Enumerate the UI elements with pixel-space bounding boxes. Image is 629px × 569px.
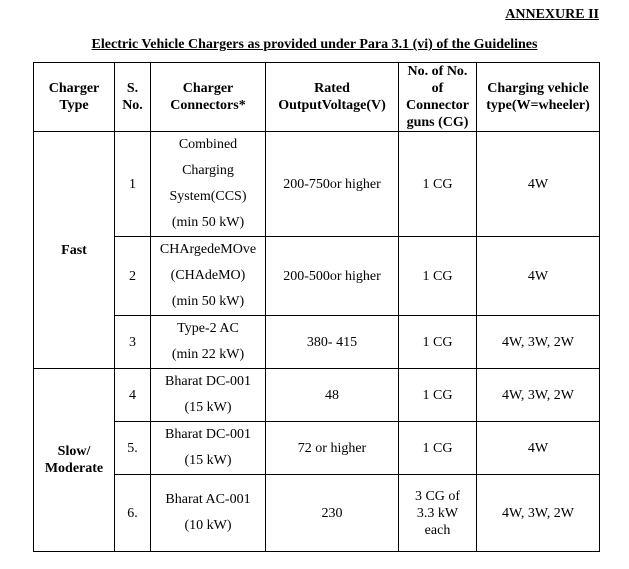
connector-cell: Bharat DC-001 (15 kW): [151, 422, 266, 475]
guns-cell: 1 CG: [399, 132, 477, 237]
guns-cell: 3 CG of 3.3 kW each: [399, 475, 477, 552]
serial-cell: 6.: [115, 475, 151, 552]
connector-cell: Bharat DC-001 (15 kW): [151, 369, 266, 422]
document-title: Electric Vehicle Chargers as provided under Para 3.1 (vi) of the Guidelines: [91, 37, 538, 52]
header-connectors: Charger Connectors*: [151, 63, 266, 132]
voltage-cell: 48: [266, 369, 399, 422]
table-row: [34, 475, 600, 552]
vehicle-cell: 4W: [477, 237, 600, 316]
guns-cell: 1 CG: [399, 237, 477, 316]
header-charger-type: Charger Type: [34, 63, 115, 132]
voltage-cell: 230: [266, 475, 399, 552]
serial-cell: 1: [115, 132, 151, 237]
connector-cell: CHArgedeMOve (CHAdeMO) (min 50 kW): [151, 237, 266, 316]
table-row: [34, 316, 600, 369]
connector-cell: Bharat AC-001 (10 kW): [151, 475, 266, 552]
table-row: [34, 422, 600, 475]
charger-type-slow-moderate: Slow/ Moderate: [34, 369, 115, 552]
header-vehicle-type: Charging vehicle type(W=wheeler): [477, 63, 600, 132]
charger-table: [33, 62, 600, 552]
vehicle-cell: 4W, 3W, 2W: [477, 475, 600, 552]
guns-cell: 1 CG: [399, 369, 477, 422]
serial-cell: 3: [115, 316, 151, 369]
table-row: [34, 369, 600, 422]
guns-cell: 1 CG: [399, 316, 477, 369]
serial-cell: 4: [115, 369, 151, 422]
voltage-cell: 200-500or higher: [266, 237, 399, 316]
header-rated-voltage: Rated OutputVoltage(V): [266, 63, 399, 132]
header-serial-no: S. No.: [115, 63, 151, 132]
voltage-cell: 380- 415: [266, 316, 399, 369]
header-connector-guns: No. of No. of Connector guns (CG): [399, 63, 477, 132]
annexure-label: ANNEXURE II: [505, 7, 599, 22]
table-row: [34, 237, 600, 316]
table-header-row: [34, 63, 600, 132]
connector-cell: Type-2 AC (min 22 kW): [151, 316, 266, 369]
voltage-cell: 72 or higher: [266, 422, 399, 475]
voltage-cell: 200-750or higher: [266, 132, 399, 237]
serial-cell: 2: [115, 237, 151, 316]
guns-cell: 1 CG: [399, 422, 477, 475]
serial-cell: 5.: [115, 422, 151, 475]
vehicle-cell: 4W, 3W, 2W: [477, 316, 600, 369]
vehicle-cell: 4W: [477, 422, 600, 475]
vehicle-cell: 4W: [477, 132, 600, 237]
table-row: [34, 132, 600, 237]
vehicle-cell: 4W, 3W, 2W: [477, 369, 600, 422]
connector-cell: Combined Charging System(CCS) (min 50 kW): [151, 132, 266, 237]
charger-type-fast: Fast: [34, 132, 115, 369]
